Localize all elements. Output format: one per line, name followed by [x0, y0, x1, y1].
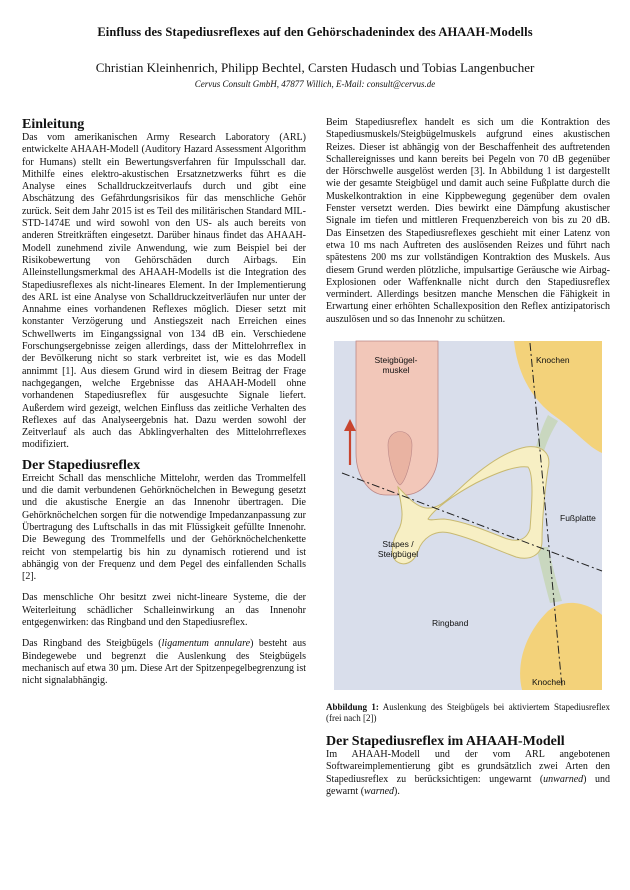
latin-term: ligamentum annulare: [161, 638, 251, 650]
left-column: [22, 117, 306, 687]
label-bone-bottom: Knochen: [532, 677, 566, 688]
figure-caption: [326, 702, 610, 724]
paper-title: Einfluss des Stapediusreflexes auf den Gehörschadenindex des AHAAH-Modells: [97, 25, 533, 39]
label-ringband: Ringband: [432, 618, 469, 629]
stapediusreflex-paragraph-3: Das Ringband des Steigbügels (ligamentum annulare) besteht aus Bindegewebe und begrenzt die Auslenkung des Steigbügels mechanisch auf etwa 30 µm. Diese Art der Spitzenpegelbegrenzung ist nicht signalabhängig.: [22, 638, 306, 687]
stapediusreflex-paragraph-right: Beim Stapediusreflex handelt es sich um die Kontraktion des Stapediusmuskels/Steigbügelmuskels aufgrund eines akustischen Reizes. Dieser ist abhängig von der Beschaffenheit des auftretenden Schallereignisses und kann bereits bei Pegeln von 70 dB gegenüber der Hörschwelle ausgelöst werden [3]. In Abbildung 1 ist dargestellt wie der gesamte Steigbügel und damit auch seine Fußplatte durch die Muskelkontraktion in eine Kippbewegung gegenüber dem ovalen Fenster versetzt werden. Dies bewirkt eine Dämpfung akustischer Signale im tiefen und mittleren Frequenzbereich von bis zu 20 dB. Das Einsetzen des Stapediusreflexes geschieht mit einer Latenz von etwa 10 ms nach Auftreten des auslösenden Reizes und führt nach spätestens 200 ms zur vollständigen Kontraktion des Muskels. Aus diesem Grund werden plötzliche, impulsartige Geräusche wie Airbag-Explosionen oder Waffenknalle nicht durch den Stapediusreflex vermindert. Allerdings besitzen manche Menschen die Fähigkeit in Erwartung einer erhöhten Schallexposition den Reflex antizipatorisch auszulösen und so das Innenohr zu schützen.: [326, 117, 610, 325]
section-heading-einleitung: Einleitung: [22, 117, 85, 132]
label-footplate: Fußplatte: [560, 513, 596, 524]
label-stapes: Stapes / Steigbügel: [377, 539, 419, 560]
stapediusreflex-paragraph-2: Das menschliche Ohr besitzt zwei nicht-lineare Systeme, die der Weiterleitung schädlicher Schalleinwirkung an das Innenohr entgegenwirken: das Ringband und den Stapediusreflex.: [22, 592, 306, 628]
label-muscle: Steigbügel- muskel: [374, 355, 418, 376]
section-heading-ahaah: Der Stapediusreflex im AHAAH-Modell: [326, 734, 565, 750]
author-list: Christian Kleinhenrich, Philipp Bechtel, Carsten Hudasch und Tobias Langenbucher: [95, 60, 535, 75]
section-heading-stapediusreflex: Der Stapediusreflex: [22, 457, 141, 473]
label-bone-top: Knochen: [536, 355, 570, 366]
einleitung-paragraph: Das vom amerikanischen Army Research Laboratory (ARL) entwickelte AHAAH-Modell (Auditory Hazard Assessment Algorithm for Humans) stellt ein Bewertungsverfahren für Impulsschall dar. Mithilfe eines elektro-akustischen Ersatznetzwerks führt es die Analyse eines Schalldruckzeitverlaufs durch und gibt eine Abschätzung des Gefährdungsrisikos für das menschliche Gehör zurück. Seit dem Jahr 2015 ist es Teil des militärischen Standard MIL-STD-1474E und wird sowohl von den US- als auch bereits von anderen Streitkräften eingesetzt. Darüber hinaus findet das AHAAH-Modell zunehmend zivile Anwendung, wie zum Beispiel bei der Risikobewertung von Gehörschäden durch Airbags. Ein Alleinstellungsmerkmal des AHAAH-Modells ist die Integration des Stapediusreflexes als nicht-lineares Element. In der Implementierung des ARL ist eine Analyse von Schalldruckzeitverläufen nur unter der Annahme eines vorhandenen Reflexes möglich. Dieser setzt mit konstanter Verzögerung und Anstiegszeit nach Erreichen eines Schwellwerts im Eingangssignal von 134 dB ein. Verschiedene Forschungsergebnisse zeigen allerdings, dass der Mittelohrreflex in der Bevölkerung nicht so stark verbreitet ist, wie es das Modell annimmt [1]. Aus diesem Grund wird in diesem Beitrag der Frage nachgegangen, welche Ergebnisse das AHAAH-Modell ohne vorhandenen Stapediusreflex für ausgesuchte Signale liefert. Außerdem wird gezeigt, welchen Einfluss das zeitliche Verhalten des Reflexes auf das Analyseergebnis hat. Dazu werden sowohl der Zeitverlauf als auch das Abklingverhalten des Mittelohrreflexes modifiziert.: [22, 132, 306, 451]
right-column: [326, 117, 610, 798]
affiliation: Cervus Consult GmbH, 47877 Willich, E-Mail: consult@cervus.de: [194, 79, 436, 89]
ahaah-paragraph: Im AHAAH-Modell und der vom ARL angebotenen Softwareimplementierung gibt es grundsätzlich zwei Arten den Stapediusreflex zu berücksichtigen: ungewarnt (unwarned) und gewarnt (warned).: [326, 749, 610, 797]
caption-label: Abbildung 1:: [326, 702, 379, 713]
figure-stapes-diagram: [326, 335, 616, 695]
caption-text: Auslenkung des Steigbügels bei aktiviertem Stapediusreflex (frei nach [2]): [326, 702, 610, 724]
stapediusreflex-paragraph-1: Erreicht Schall das menschliche Mittelohr, werden das Trommelfell und die damit verbundenen Gehörknöchelchen in Bewegung gesetzt und die akustische Energie an das Innenohr übertragen. Die Gehörknöchelchen sorgen für die notwendige Impedanzanpassung zur Übertragung des Luftschalls in das mit Flüssigkeit gefüllte Innenohr. Die Bewegung des Trommelfells und der Gehörknöchelchenkette reicht von stempelartig bis hin zu dynamisch rotierend und ist abhängig von der Frequenz und dem Pegel des einfallenden Schalls [2].: [22, 472, 306, 583]
